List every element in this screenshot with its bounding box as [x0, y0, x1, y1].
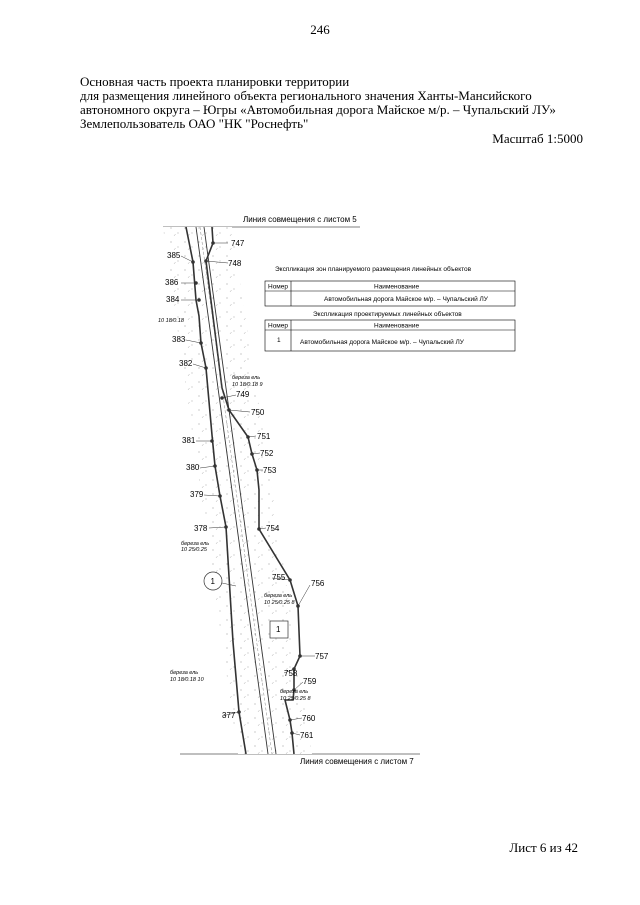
sheet-number: Лист 6 из 42: [509, 840, 578, 855]
point-label-377: 377: [222, 711, 236, 720]
tree-note-4: 10 25/0.25 8: [264, 600, 295, 606]
tree-species-5: береза ель: [280, 689, 309, 695]
tree-species-2: береза ель: [181, 541, 210, 547]
table-objects-col-number: Номер: [268, 322, 289, 330]
table-objects: [265, 310, 515, 351]
tree-species-4: береза ель: [170, 670, 199, 676]
point-label-753: 753: [263, 466, 277, 475]
table-objects-col-name: Наименование: [374, 322, 420, 330]
table-zones-row-name: Автомобильная дорога Майское м/р. – Чупальский ЛУ: [324, 296, 488, 303]
point-label-378: 378: [194, 524, 208, 533]
point-label-750: 750: [251, 408, 265, 417]
table-zones-title: Экспликация зон планируемого размещения линейных объектов: [275, 266, 472, 273]
table-zones: [265, 265, 515, 306]
tree-species-1: береза ель: [232, 375, 261, 381]
point-label-386: 386: [165, 278, 179, 287]
point-label-384: 384: [166, 295, 180, 304]
point-label-748: 748: [228, 259, 242, 268]
point-label-758: 758: [284, 669, 298, 678]
tree-species-3: береза ель: [264, 593, 293, 599]
header-line-2: для размещения линейного объекта регионального значения Ханты-Мансийского: [80, 88, 532, 103]
table-objects-row-number: 1: [277, 337, 281, 344]
point-label-756: 756: [311, 579, 325, 588]
zone-circle-label: 1: [210, 577, 215, 586]
match-line-bottom-label: Линия совмещения с листом 7: [300, 757, 414, 766]
point-label-749: 749: [236, 390, 250, 399]
point-label-759: 759: [303, 677, 317, 686]
tree-note-3: 10 25/0.25: [181, 547, 207, 553]
header-line-3: автономного округа – Югры «Автомобильная дорога Майское м/р. – Чупальский ЛУ»: [80, 102, 556, 117]
table-objects-title: Экспликация проектируемых линейных объектов: [313, 311, 462, 318]
point-label-379: 379: [190, 490, 204, 499]
point-label-381: 381: [182, 436, 196, 445]
point-label-383: 383: [172, 335, 186, 344]
match-line-top-label: Линия совмещения с листом 5: [243, 215, 357, 224]
page-number: 246: [310, 22, 330, 37]
point-label-385: 385: [167, 251, 181, 260]
point-label-752: 752: [260, 449, 274, 458]
point-label-760: 760: [302, 714, 316, 723]
point-label-751: 751: [257, 432, 271, 441]
point-label-761: 761: [300, 731, 314, 740]
point-label-757: 757: [315, 652, 329, 661]
tree-note-5: 10 18/0.18 10: [170, 677, 204, 683]
tree-note-6: 10 25/0.25 8: [280, 696, 311, 702]
table-zones-col-name: Наименование: [374, 283, 420, 291]
tree-note-2: 10 18/0.18 9: [232, 382, 263, 388]
header-line-1: Основная часть проекта планировки территории: [80, 74, 350, 89]
point-label-747: 747: [231, 239, 245, 248]
point-label-755: 755: [272, 573, 286, 582]
tree-note-1: 10 18/0.18: [158, 318, 184, 324]
point-label-754: 754: [266, 524, 280, 533]
header-line-4: Землепользователь ОАО "НК "Роснефть": [80, 116, 309, 131]
table-objects-row-name: Автомобильная дорога Майское м/р. – Чупальский ЛУ: [300, 339, 464, 346]
point-label-380: 380: [186, 463, 200, 472]
object-square-label: 1: [276, 625, 281, 634]
scale-label: Масштаб 1:5000: [492, 131, 583, 146]
table-zones-col-number: Номер: [268, 283, 289, 291]
point-label-382: 382: [179, 359, 193, 368]
